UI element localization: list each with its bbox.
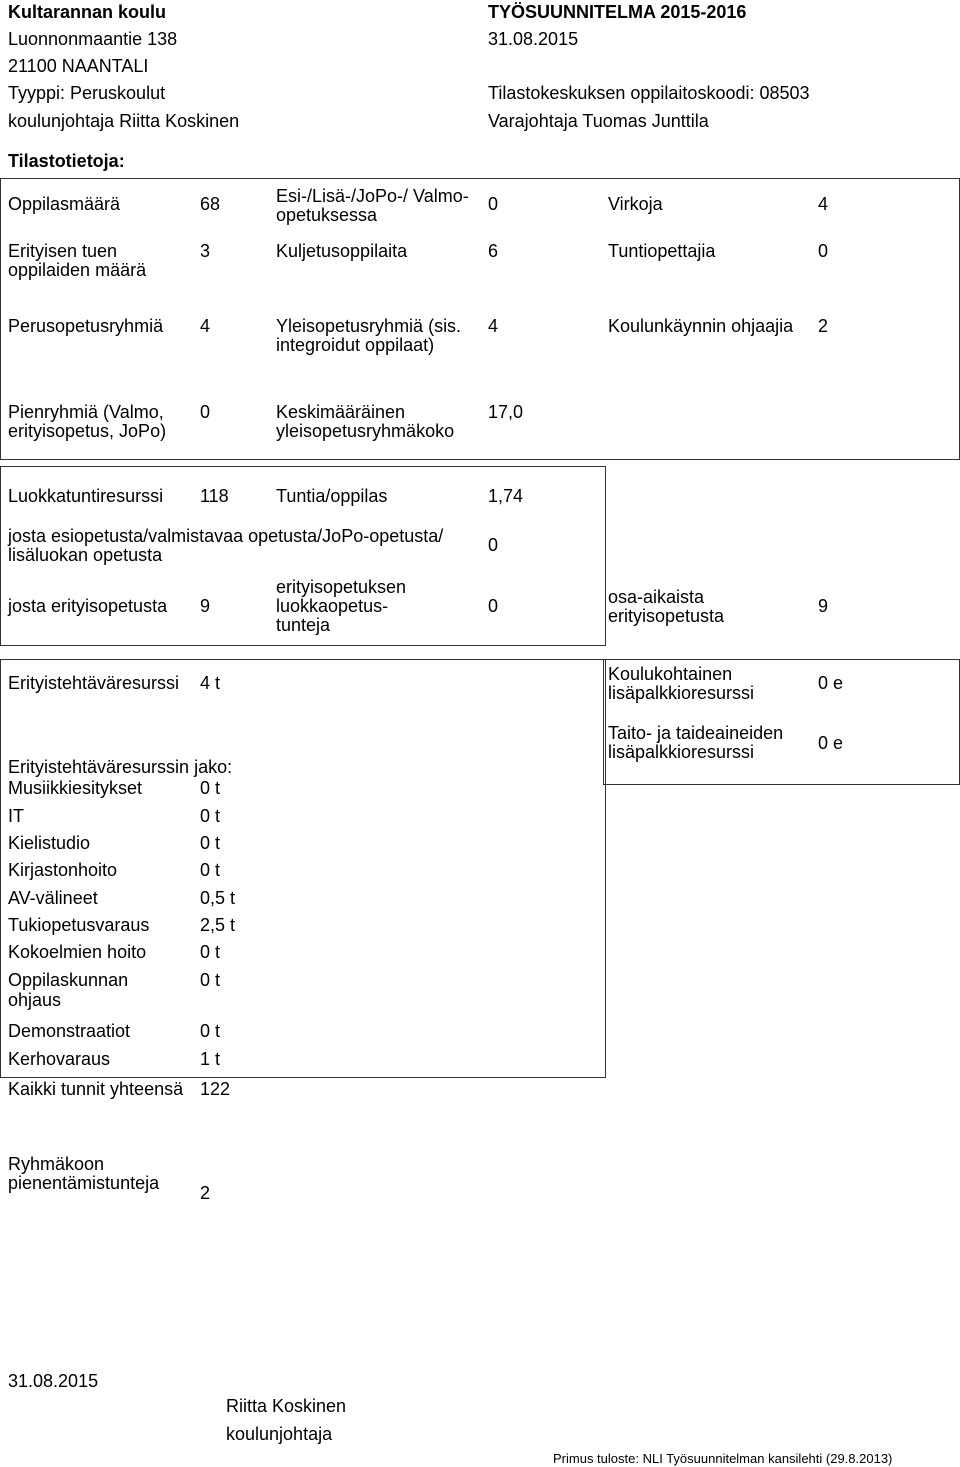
tuntiopettajia-label: Tuntiopettajia [608, 241, 716, 261]
erityisen-label-1: Erityisen tuen [8, 241, 118, 261]
luokka-value: 118 [200, 486, 229, 506]
group-reduction-label-1: Ryhmäkoon [8, 1154, 105, 1174]
eri-luokka-label-2: luokkaopetus- [276, 596, 389, 616]
kuljetus-value: 6 [488, 241, 499, 261]
koulu-bonus-label-1: Koulukohtainen [608, 664, 733, 684]
virkoja-value: 4 [818, 194, 829, 214]
josta-esi-label-1: josta esiopetusta/valmistavaa opetusta/JoPo-opetusta/ [8, 526, 444, 546]
ert-item-label: AV-välineet [8, 888, 98, 908]
ert-item-label: Demonstraatiot [8, 1021, 131, 1041]
koulu-bonus-value: 0 e [818, 673, 844, 693]
principal: koulunjohtaja Riitta Koskinen [8, 111, 240, 131]
ert-total-label: Kaikki tunnit yhteensä [8, 1079, 184, 1099]
eri-luokka-value: 0 [488, 596, 499, 616]
pien-label-1: Pienryhmiä (Valmo, [8, 402, 164, 422]
josta-esi-value: 0 [488, 535, 499, 555]
erityisen-value: 3 [200, 241, 211, 261]
taito-bonus-label-2: lisäpalkkioresurssi [608, 742, 755, 762]
ert-total-value: 122 [200, 1079, 231, 1099]
keski-value: 17,0 [488, 402, 524, 422]
keski-label-2: yleisopetusryhmäkoko [276, 421, 455, 441]
tuntiopettajia-value: 0 [818, 241, 829, 261]
stats-heading: Tilastotietoja: [8, 151, 125, 171]
footer-date: 31.08.2015 [8, 1371, 99, 1391]
ert-item-label: Oppilaskunnan [8, 970, 129, 990]
ert-item-value: 0 t [200, 942, 221, 962]
josta-eri-value: 9 [200, 596, 211, 616]
document-date: 31.08.2015 [488, 29, 579, 49]
oppilasmaara-label: Oppilasmäärä [8, 194, 121, 214]
pien-value: 0 [200, 402, 211, 422]
taito-bonus-value: 0 e [818, 733, 844, 753]
ert-item-label: Kielistudio [8, 833, 91, 853]
ert-item-value: 1 t [200, 1049, 221, 1069]
yleis-label-1: Yleisopetusryhmiä (sis. [276, 316, 462, 336]
tuntia-label: Tuntia/oppilas [276, 486, 388, 506]
taito-bonus-label-1: Taito- ja taideaineiden [608, 723, 784, 743]
eri-luokka-label-1: erityisopetuksen [276, 577, 407, 597]
esi-label-2: opetuksessa [276, 205, 378, 225]
tuntia-value: 1,74 [488, 486, 524, 506]
ert-label: Erityistehtäväresurssi [8, 673, 180, 693]
osa-label-1: osa-aikaista [608, 587, 705, 607]
school-address: Luonnonmaantie 138 [8, 29, 178, 49]
kuljetus-label: Kuljetusoppilaita [276, 241, 408, 261]
ert-item-value: 0 t [200, 806, 221, 826]
stat-code: Tilastokeskuksen oppilaitoskoodi: 08503 [488, 83, 810, 103]
luokka-label: Luokkatuntiresurssi [8, 486, 164, 506]
ert-item-label: Kerhovaraus [8, 1049, 111, 1069]
esi-label-1: Esi-/Lisä-/JoPo-/ Valmo- [276, 186, 469, 206]
group-reduction-value: 2 [200, 1183, 211, 1203]
esi-value: 0 [488, 194, 499, 214]
ert-item-label: Tukiopetusvaraus [8, 915, 150, 935]
ert-item-label: Musiikkiesitykset [8, 778, 143, 798]
signer-title: koulunjohtaja [226, 1424, 333, 1444]
ert-item-label: IT [8, 806, 24, 826]
group-reduction-label-2: pienentämistunteja [8, 1173, 160, 1193]
josta-esi-label-2: lisäluokan opetusta [8, 545, 163, 565]
ert-item-value: 0,5 t [200, 888, 236, 908]
yleis-value: 4 [488, 316, 499, 336]
document-title: TYÖSUUNNITELMA 2015-2016 [488, 2, 747, 22]
ert-item-value: 2,5 t [200, 915, 236, 935]
osa-label-2: erityisopetusta [608, 606, 725, 626]
ert-item-value: 0 t [200, 778, 221, 798]
print-note: Primus tuloste: NLI Työsuunnitelman kansilehti (29.8.2013) [553, 1451, 893, 1466]
ohjaajia-value: 2 [818, 316, 829, 336]
perus-value: 4 [200, 316, 211, 336]
ert-item-label-cont: ohjaus [8, 990, 62, 1010]
oppilasmaara-value: 68 [200, 194, 221, 214]
keski-label-1: Keskimääräinen [276, 402, 406, 422]
ohjaajia-label: Koulunkäynnin ohjaajia [608, 316, 794, 336]
ert-distribution-heading: Erityistehtäväresurssin jako: [8, 757, 233, 777]
virkoja-label: Virkoja [608, 194, 663, 214]
eri-luokka-label-3: tunteja [276, 615, 331, 635]
josta-eri-label: josta erityisopetusta [8, 596, 168, 616]
ert-item-value: 0 t [200, 1021, 221, 1041]
school-type: Tyyppi: Peruskoulut [8, 83, 166, 103]
pien-label-2: erityisopetus, JoPo) [8, 421, 167, 441]
ert-item-value: 0 t [200, 970, 221, 990]
ert-item-value: 0 t [200, 860, 221, 880]
osa-value: 9 [818, 596, 829, 616]
yleis-label-2: integroidut oppilaat) [276, 335, 435, 355]
koulu-bonus-label-2: lisäpalkkioresurssi [608, 683, 755, 703]
school-name: Kultarannan koulu [8, 2, 167, 22]
erityisen-label-2: oppilaiden määrä [8, 260, 147, 280]
vice-principal: Varajohtaja Tuomas Junttila [488, 111, 709, 131]
postal-address: 21100 NAANTALI [8, 56, 149, 76]
perus-label: Perusopetusryhmiä [8, 316, 164, 336]
signer-name: Riitta Koskinen [226, 1396, 347, 1416]
ert-item-label: Kirjastonhoito [8, 860, 118, 880]
ert-item-value: 0 t [200, 833, 221, 853]
ert-value: 4 t [200, 673, 221, 693]
ert-item-label: Kokoelmien hoito [8, 942, 147, 962]
